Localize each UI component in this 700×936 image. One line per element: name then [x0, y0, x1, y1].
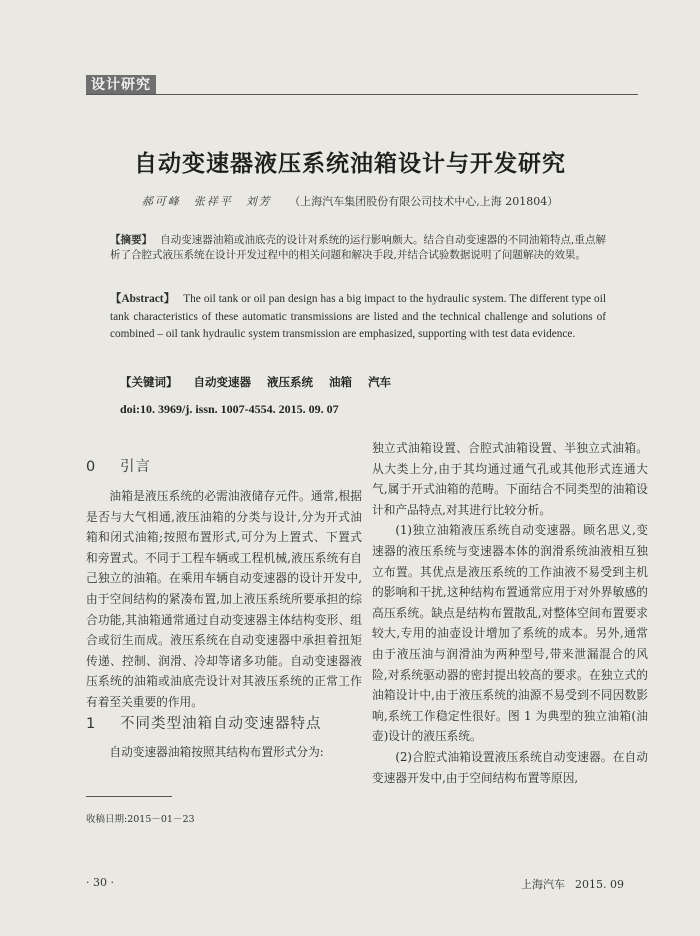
abstract-cn	[110, 233, 606, 263]
body-paragraph: 自动变速器油箱按照其结构布置形式分为:	[109, 745, 324, 759]
author-line	[0, 193, 700, 209]
abstract-en	[110, 291, 606, 344]
abstract-en-text: The oil tank or oil pan design has a big impact to the hydraulic system. The different type oil tank characteristics of these automatic transmissions are listed and the technical challenge and solutions of combined – oil tank hydraulic system transmission are emphasized, supporting with test data evidence.	[110, 293, 606, 340]
section-title: 不同类型油箱自动变速器特点	[120, 716, 322, 732]
section-heading-0	[86, 455, 151, 476]
keyword-item: 液压系统	[267, 375, 314, 389]
author-affiliation: （上海汽车集团股份有限公司技术中心,上海 201804）	[289, 195, 559, 208]
section-number: 0	[86, 459, 97, 475]
footnote-rule	[86, 796, 172, 797]
keywords	[120, 374, 403, 390]
journal-issue: 2015. 09	[575, 878, 624, 891]
body-paragraph: (2)合腔式油箱设置液压系统自动变速器。在自动变速器开发中,由于空间结构布置等原因,	[372, 749, 648, 785]
doi: doi:10. 3969/j. issn. 1007-4554. 2015. 09. 07	[120, 402, 339, 416]
keyword-item: 自动变速器	[193, 375, 252, 389]
left-column	[86, 486, 362, 713]
section-number: 1	[86, 716, 97, 732]
page-number: · 30 ·	[86, 876, 114, 889]
section-title: 引言	[120, 459, 151, 475]
journal-name: 上海汽车	[521, 878, 566, 891]
body-paragraph: 油箱是液压系统的必需油液储存元件。通常,根据是否与大气相通,液压油箱的分类与设计,分为开式油箱和闭式油箱;按照布置形式,可分为上置式、下置式和旁置式。不同于工程车辆或工程机械,液压系统有自己独立的油箱。在乘用车辆自动变速器的设计开发中,由于空间结构的紧凑布置,加上液压系统所要承担的综合功能,其油箱通常通过自动变速器主体结构变形、组合或衍生而成。液压系统在自动变速器中承担着扭矩传递、控制、润滑、冷却等诸多功能。自动变速器液压系统的油箱或油底壳设计对其液压系统的正常工作有着至关重要的作用。	[86, 489, 362, 709]
article-title: 自动变速器液压系统油箱设计与开发研究	[134, 151, 566, 177]
body-paragraph: 独立式油箱设置、合腔式油箱设置、半独立式油箱。从大类上分,由于其均通过通气孔或其他形式连通大气,属于开式油箱的范畴。下面结合不同类型的油箱设计和产品特点,对其进行比较分析。	[372, 441, 648, 517]
section-heading-1	[86, 712, 322, 733]
body-paragraph: (1)独立油箱液压系统自动变速器。顾名思义,变速器的液压系统与变速器本体的润滑系统油液相互独立布置。其优点是液压系统的工作油液不易受到主机的影响和干扰,这种结构布置通常应用于对外界敏感的高压系统。缺点是结构布置散乱,对整体空间布置要求较大,专用的油壶设计增加了系统的成本。另外,通常由于液压油与润滑油为两种型号,带来泄漏混合的风险,对系统驱动器的密封提出较高的要求。在独立式的油箱设计中,由于液压系统的油源不易受到不同因数影响,系统工作稳定性很好。图 1 为典型的独立油箱(油壶)设计的液压系统。	[372, 523, 648, 744]
journal-info	[511, 876, 624, 892]
section-tag: 设计研究	[86, 75, 156, 95]
header-rule	[86, 94, 638, 95]
abstract-en-label: 【Abstract】	[110, 293, 176, 305]
abstract-cn-text: 自动变速器油箱或油底壳的设计对系统的运行影响颇大。结合自动变速器的不同油箱特点,重点解析了合腔式液压系统在设计开发过程中的相关问题和解决手段,并结合试验数据说明了问题解决的效果。	[110, 234, 607, 261]
right-column	[372, 438, 648, 788]
abstract-cn-label: 【摘要】	[110, 234, 153, 246]
keyword-item: 汽车	[368, 375, 392, 389]
keywords-label: 【关键词】	[120, 375, 178, 389]
author-names: 郝可峰 张祥平 刘芳	[141, 195, 272, 208]
keyword-item: 油箱	[329, 375, 353, 389]
received-date: 收稿日期:2015－01－23	[86, 814, 195, 825]
